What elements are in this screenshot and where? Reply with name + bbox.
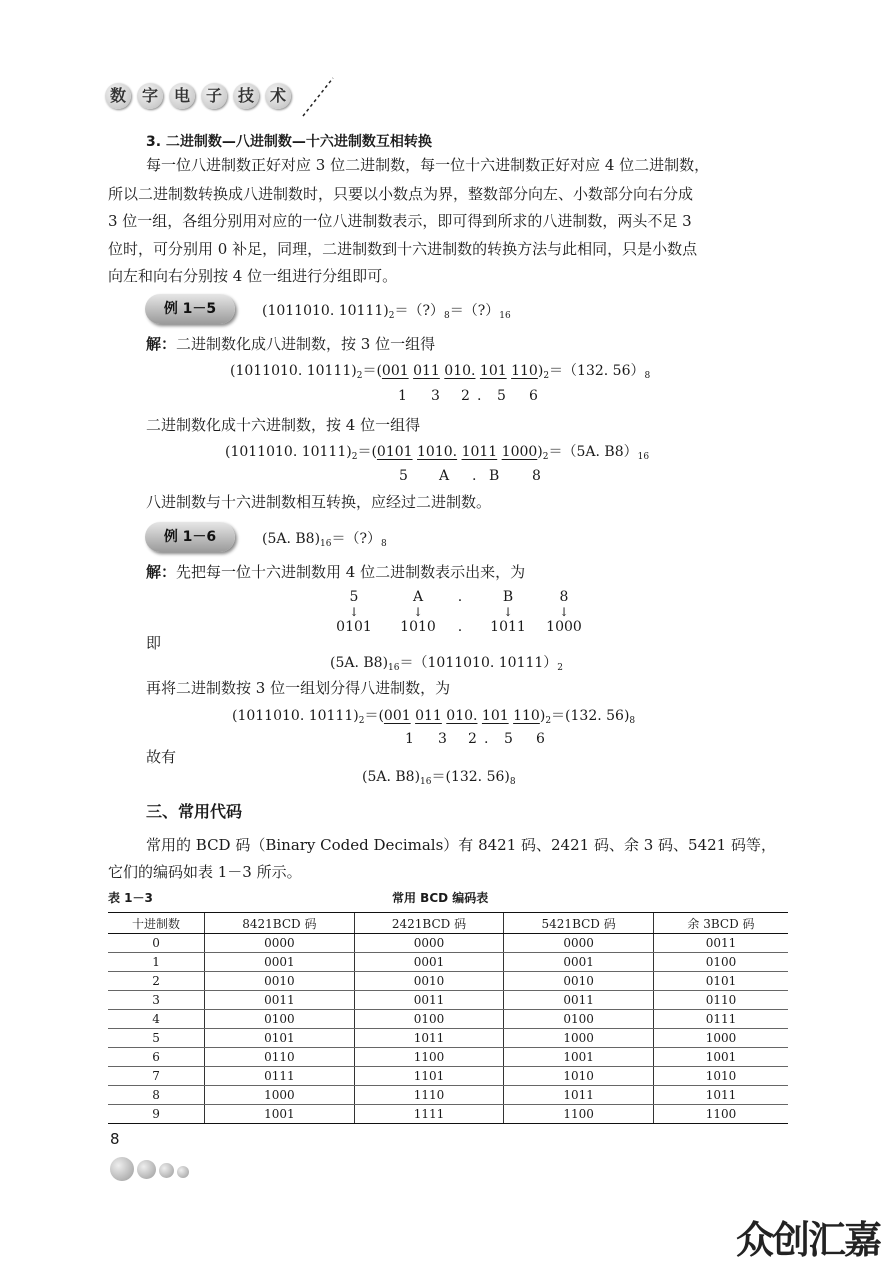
table-header-cell: 余 3BCD 码: [653, 913, 788, 934]
table-cell: 1001: [653, 1048, 788, 1067]
footer-dot-decoration: [159, 1163, 174, 1178]
header-slash-decoration: [299, 76, 339, 118]
header-char: 字: [137, 83, 163, 109]
octal-conversion-equation: (1011010. $10111)_2=(001$ 011 010. 101 $110)_2=(132$. $56)_8$: [232, 708, 636, 726]
table-cell: 0010: [354, 972, 504, 991]
table-cell: 5: [108, 1029, 205, 1048]
hex-bin-equation: (5A. $B8)_{16}=(1011010$. $10111)_2$: [330, 655, 564, 673]
hex-to-bin-column: B ↓ 1011: [484, 589, 532, 635]
guyou-label: 故有: [146, 748, 177, 766]
table-cell: 0010: [205, 972, 355, 991]
example-label: 例 1－6: [145, 522, 235, 552]
table-cell: 1111: [354, 1105, 504, 1124]
table-header-cell: 十进制数: [108, 913, 205, 934]
table-row: [108, 1029, 788, 1048]
table-cell: 0: [108, 934, 205, 953]
table-cell: 4: [108, 1010, 205, 1029]
footer-dot-decoration: [137, 1160, 156, 1179]
table-cell: 0011: [205, 991, 355, 1010]
table-cell: 7: [108, 1067, 205, 1086]
table-row: [108, 1105, 788, 1124]
table-cell: 0100: [205, 1010, 355, 1029]
table-cell: 1: [108, 953, 205, 972]
table-cell: 6: [108, 1048, 205, 1067]
solution-line: 解：二进制数化成八进制数，按 3 位一组得: [146, 335, 436, 353]
table-row: [108, 991, 788, 1010]
table-cell: 1000: [653, 1029, 788, 1048]
table-cell: 0011: [504, 991, 654, 1010]
bcd-code-table: [108, 912, 788, 1124]
header-char: 电: [169, 83, 195, 109]
table-cell: 0010: [504, 972, 654, 991]
table-row: [108, 1048, 788, 1067]
table-cell: 1011: [653, 1086, 788, 1105]
table-cell: 1100: [354, 1048, 504, 1067]
table-number: 表 1－3: [108, 891, 153, 905]
table-cell: 1010: [504, 1067, 654, 1086]
arrow-down-icon: ↓: [558, 605, 570, 619]
table-cell: 0000: [354, 934, 504, 953]
table-row: [108, 953, 788, 972]
table-cell: 1100: [504, 1105, 654, 1124]
table-cell: 1011: [354, 1029, 504, 1048]
arrow-down-icon: ↓: [348, 605, 360, 619]
table-cell: 1110: [354, 1086, 504, 1105]
table-cell: 0100: [354, 1010, 504, 1029]
table-cell: 1001: [205, 1105, 355, 1124]
hex-to-bin-column: 8 ↓ 1000: [540, 589, 588, 635]
table-cell: 1001: [504, 1048, 654, 1067]
watermark-logo: 众创汇嘉: [736, 1218, 881, 1262]
table-cell: 1000: [205, 1086, 355, 1105]
header-char: 子: [201, 83, 227, 109]
example-label: 例 1－5: [145, 294, 235, 324]
table-cell: 0001: [504, 953, 654, 972]
table-header-cell: 5421BCD 码: [504, 913, 654, 934]
example-problem: (5A. $B8)_{16}=(?)_8$: [262, 531, 387, 549]
table-cell: 0111: [653, 1010, 788, 1029]
footer-dot-decoration: [177, 1166, 189, 1178]
hex-conversion-equation: (1011010. $10111)_2=(0101$ 1010. 1011 $1000)_2=(5A$. $B8)_{16}$: [225, 444, 650, 462]
table-cell: 1100: [653, 1105, 788, 1124]
section-heading: 3. 二进制数—八进制数—十六进制数互相转换: [146, 134, 432, 150]
table-cell: 0011: [354, 991, 504, 1010]
table-header-cell: 2421BCD 码: [354, 913, 504, 934]
example-problem: (1011010. $10111)_2=(?)_8=(?)_{16}$: [262, 303, 511, 321]
table-cell: 0110: [205, 1048, 355, 1067]
table-cell: 0100: [653, 953, 788, 972]
paragraph-line: 所以二进制数转换成八进制数时，只要以小数点为界，整数部分向左、小数部分向右分成: [108, 185, 694, 203]
table-cell: 0001: [354, 953, 504, 972]
paragraph-line: 位时，可分别用 0 补足，同理，二进制数到十六进制数的转换方法与此相同，只是小数点: [108, 240, 698, 258]
solution-line: 再将二进制数按 3 位一组划分得八进制数，为: [146, 679, 451, 697]
hex-to-bin-column: A ↓ 1010: [394, 589, 442, 635]
table-cell: 3: [108, 991, 205, 1010]
octal-digits-row: 1 3 2 . 5 6: [398, 388, 538, 404]
header-banner: [95, 72, 335, 122]
table-cell: 1010: [653, 1067, 788, 1086]
table-cell: 2: [108, 972, 205, 991]
table-cell: 1000: [504, 1029, 654, 1048]
hex-to-bin-column: 5 ↓ 0101: [330, 589, 378, 635]
arrow-down-icon: ↓: [502, 605, 514, 619]
paragraph-line: 3 位一组，各组分别用对应的一位八进制数表示，即可得到所求的八进制数，两头不足 3: [108, 212, 692, 230]
table-cell: 0001: [205, 953, 355, 972]
table-row: [108, 1010, 788, 1029]
table-cell: 0101: [205, 1029, 355, 1048]
paragraph-line: 每一位八进制数正好对应 3 位二进制数，每一位十六进制数正好对应 4 位二进制数，: [146, 156, 710, 174]
table-row: [108, 1067, 788, 1086]
header-char: 数: [105, 83, 131, 109]
table-title: 常用 BCD 编码表: [392, 891, 489, 905]
table-cell: 1101: [354, 1067, 504, 1086]
section-heading: 三、常用代码: [146, 802, 243, 821]
table-header-cell: 8421BCD 码: [205, 913, 355, 934]
solution-line: 二进制数化成十六进制数，按 4 位一组得: [146, 416, 421, 434]
solution-line: 解：先把每一位十六进制数用 4 位二进制数表示出来，为: [146, 563, 526, 581]
table-row: [108, 972, 788, 991]
arrow-down-icon: ↓: [412, 605, 424, 619]
table-cell: 0000: [205, 934, 355, 953]
footer-dot-decoration: [110, 1157, 134, 1181]
table-cell: 0000: [504, 934, 654, 953]
table-row: [108, 1086, 788, 1105]
table-cell: 9: [108, 1105, 205, 1124]
paragraph-line: 向左和向右分别按 4 位一组进行分组即可。: [108, 267, 398, 285]
paragraph-line: 它们的编码如表 1－3 所示。: [108, 863, 302, 881]
table-cell: 0100: [504, 1010, 654, 1029]
table-cell: 0011: [653, 934, 788, 953]
table-cell: 1011: [504, 1086, 654, 1105]
hex-digits-row: 5 A . B 8: [399, 468, 541, 484]
note-line: 八进制数与十六进制数相互转换，应经过二进制数。: [146, 493, 492, 511]
final-equation: (5A. $B8)_{16}=(132$. $56)_8$: [362, 769, 516, 787]
table-cell: 8: [108, 1086, 205, 1105]
page-number: 8: [110, 1130, 120, 1148]
header-char: 技: [233, 83, 259, 109]
table-header-row: [108, 913, 788, 934]
table-cell: 0111: [205, 1067, 355, 1086]
paragraph-line: 常用的 BCD 码（Binary Coded Decimals）有 8421 码、2421 码、余 3 码、5421 码等，: [146, 836, 776, 854]
table-cell: 0110: [653, 991, 788, 1010]
table-cell: 0101: [653, 972, 788, 991]
table-row: [108, 934, 788, 953]
ji-label: 即: [146, 634, 162, 652]
hex-to-bin-column: . .: [457, 589, 463, 635]
header-char: 术: [265, 83, 291, 109]
octal-digits-row: 1 3 2 . 5 6: [405, 731, 545, 747]
octal-conversion-equation: (1011010. $10111)_2=(001$ 011 010. 101 $110)_2=(132$. $56)_8$: [230, 363, 651, 381]
